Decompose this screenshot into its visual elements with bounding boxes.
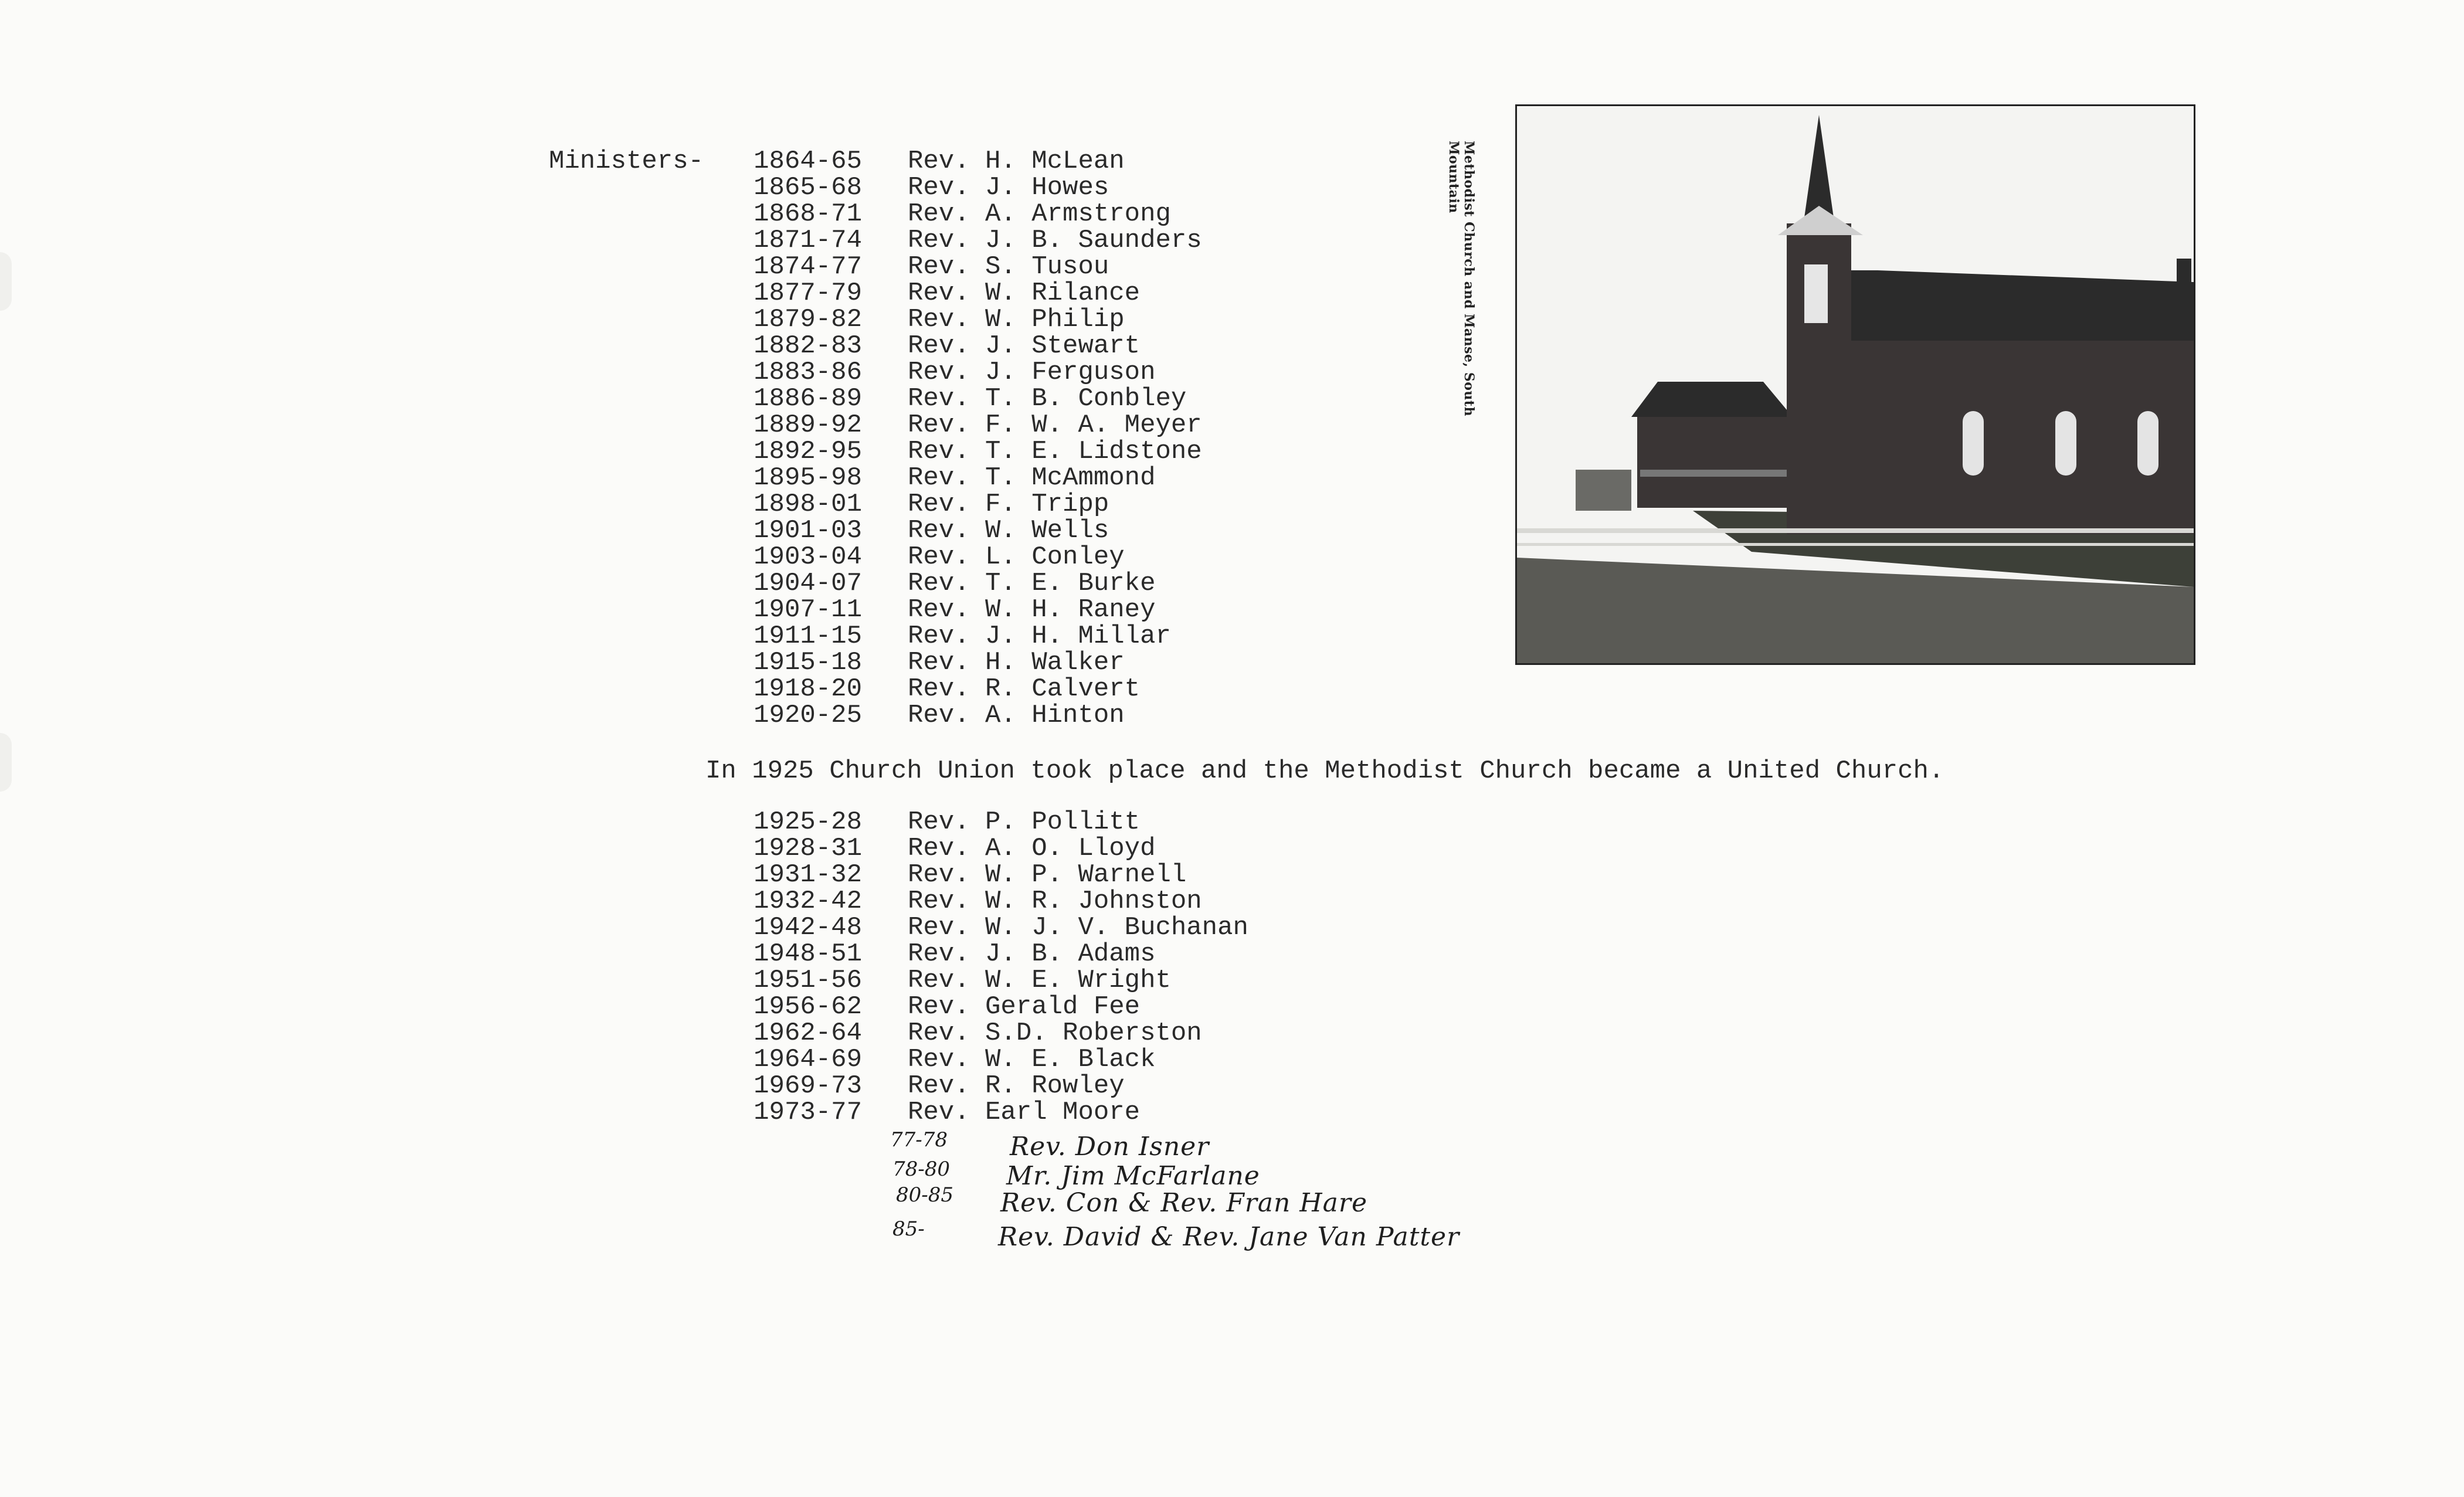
minister-name: Rev. F. Tripp: [908, 490, 1109, 519]
minister-years: 1879-82: [754, 305, 862, 334]
fence-rail: [1517, 543, 2194, 546]
minister-years: 1901-03: [754, 516, 862, 545]
minister-name: Rev. W. E. Wright: [908, 966, 1171, 995]
minister-name: Rev. W. E. Black: [908, 1045, 1156, 1074]
minister-years: 1918-20: [754, 674, 862, 704]
minister-name: Rev. W. Rilance: [908, 279, 1141, 308]
binder-hole: [0, 733, 12, 792]
minister-row: [704, 1099, 1248, 1126]
minister-name: Rev. T. B. Conbley: [908, 384, 1187, 413]
belfry-louvre: [1804, 264, 1828, 323]
minister-row: [704, 597, 1202, 623]
minister-row: [704, 228, 1202, 254]
minister-row: [704, 518, 1202, 544]
minister-years: 1865-68: [754, 173, 862, 202]
minister-years: 1892-95: [754, 437, 862, 466]
minister-row: [704, 307, 1202, 333]
minister-name: Rev. R. Rowley: [908, 1071, 1125, 1101]
minister-row: [704, 862, 1248, 888]
minister-name: Rev. H. Walker: [908, 648, 1125, 677]
church-window: [2137, 411, 2158, 476]
minister-name: Rev. W. H. Raney: [908, 595, 1156, 624]
minister-name: Rev. W. J. V. Buchanan: [908, 913, 1248, 942]
minister-years: 1969-73: [754, 1071, 862, 1101]
minister-name: Rev. W. Wells: [908, 516, 1109, 545]
minister-years: 1874-77: [754, 252, 862, 281]
minister-name: Rev. J. Howes: [908, 173, 1109, 202]
minister-name: Rev. H. McLean: [908, 147, 1125, 176]
binder-hole: [0, 252, 12, 311]
minister-row: [704, 915, 1248, 941]
church-photo-image: [1517, 106, 2194, 663]
minister-row: [704, 544, 1202, 571]
minister-years: 1889-92: [754, 410, 862, 440]
fence-rail: [1517, 528, 2194, 533]
minister-name: Rev. R. Calvert: [908, 674, 1141, 704]
minister-years: 1931-32: [754, 860, 862, 890]
minister-name: Rev. T. E. Burke: [908, 569, 1156, 598]
minister-row: [704, 1020, 1248, 1047]
handwritten-name: Rev. Don Isner: [1010, 1132, 1210, 1162]
minister-name: Rev. P. Pollitt: [908, 807, 1141, 837]
minister-name: Rev. W. P. Warnell: [908, 860, 1187, 890]
minister-name: Rev. J. Stewart: [908, 331, 1141, 361]
minister-name: Rev. T. McAmmond: [908, 463, 1156, 493]
minister-name: Rev. Gerald Fee: [908, 992, 1141, 1021]
minister-row: [704, 386, 1202, 412]
minister-row: [704, 968, 1248, 994]
church-window: [1963, 411, 1984, 476]
minister-years: 1864-65: [754, 147, 862, 176]
minister-row: [704, 650, 1202, 676]
minister-name: Rev. Earl Moore: [908, 1098, 1141, 1127]
minister-years: 1883-86: [754, 358, 862, 387]
distant-house: [1576, 470, 1631, 511]
minister-years: 1925-28: [754, 807, 862, 837]
minister-years: 1928-31: [754, 834, 862, 863]
minister-years: 1882-83: [754, 331, 862, 361]
minister-years: 1956-62: [754, 992, 862, 1021]
minister-row: [704, 994, 1248, 1020]
minister-row: [704, 702, 1202, 729]
minister-years: 1962-64: [754, 1019, 862, 1048]
minister-row: [704, 439, 1202, 465]
minister-name: Rev. J. H. Millar: [908, 622, 1171, 651]
manse-house: [1637, 414, 1787, 508]
minister-years: 1886-89: [754, 384, 862, 413]
minister-row: [704, 1047, 1248, 1073]
church-photo: [1515, 104, 2195, 665]
photo-caption: Methodist Church and Manse, South Mountain: [1446, 141, 1477, 417]
handwritten-name: Rev. Con & Rev. Fran Hare: [1000, 1188, 1367, 1218]
minister-row: [704, 359, 1202, 386]
minister-row: [704, 836, 1248, 862]
minister-row: [704, 676, 1202, 702]
minister-years: 1920-25: [754, 701, 862, 730]
minister-row: [704, 623, 1202, 650]
church-roof: [1851, 270, 2194, 352]
minister-row: [704, 280, 1202, 307]
minister-years: 1973-77: [754, 1098, 862, 1127]
minister-row: [704, 1073, 1248, 1099]
minister-name: Rev. A. Hinton: [908, 701, 1125, 730]
minister-name: Rev. L. Conley: [908, 542, 1125, 572]
ministers-list-united: [704, 809, 1248, 1126]
minister-years: 1932-42: [754, 887, 862, 916]
minister-name: Rev. W. Philip: [908, 305, 1125, 334]
minister-row: [704, 175, 1202, 201]
union-statement: In 1925 Church Union took place and the Methodist Church became a United Church.: [705, 756, 1944, 786]
minister-row: [704, 201, 1202, 228]
minister-row: [704, 809, 1248, 836]
manse-porch: [1640, 470, 1787, 477]
minister-years: 1915-18: [754, 648, 862, 677]
handwritten-name: Mr. Jim McFarlane: [1006, 1161, 1260, 1191]
minister-name: Rev. T. E. Lidstone: [908, 437, 1202, 466]
minister-name: Rev. A. Armstrong: [908, 199, 1171, 229]
minister-name: Rev. J. B. Saunders: [908, 226, 1202, 255]
minister-row: [704, 254, 1202, 280]
minister-years: 1907-11: [754, 595, 862, 624]
minister-years: 1871-74: [754, 226, 862, 255]
church-window: [2055, 411, 2076, 476]
minister-years: 1895-98: [754, 463, 862, 493]
handwritten-years: 77-78: [890, 1128, 948, 1152]
minister-row: [704, 333, 1202, 359]
minister-years: 1868-71: [754, 199, 862, 229]
minister-years: 1898-01: [754, 490, 862, 519]
minister-row: [704, 412, 1202, 439]
minister-row: [704, 888, 1248, 915]
minister-years: 1964-69: [754, 1045, 862, 1074]
minister-row: [704, 465, 1202, 491]
minister-row: [704, 148, 1202, 175]
handwritten-years: 80-85: [896, 1183, 954, 1207]
minister-years: 1911-15: [754, 622, 862, 651]
minister-name: Rev. S.D. Roberston: [908, 1019, 1202, 1048]
handwritten-years: 78-80: [892, 1157, 951, 1181]
minister-years: 1877-79: [754, 279, 862, 308]
handwritten-years: 85-: [892, 1217, 925, 1241]
minister-name: Rev. A. O. Lloyd: [908, 834, 1156, 863]
minister-years: 1903-04: [754, 542, 862, 572]
minister-years: 1948-51: [754, 939, 862, 969]
handwritten-name: Rev. David & Rev. Jane Van Patter: [998, 1222, 1460, 1252]
minister-name: Rev. W. R. Johnston: [908, 887, 1202, 916]
minister-row: [704, 571, 1202, 597]
minister-name: Rev. F. W. A. Meyer: [908, 410, 1202, 440]
minister-name: Rev. S. Tusou: [908, 252, 1109, 281]
ministers-heading: Ministers-: [548, 147, 704, 176]
minister-name: Rev. J. Ferguson: [908, 358, 1156, 387]
minister-row: [704, 491, 1202, 518]
minister-years: 1904-07: [754, 569, 862, 598]
minister-years: 1942-48: [754, 913, 862, 942]
minister-years: 1951-56: [754, 966, 862, 995]
minister-row: [704, 941, 1248, 968]
chimney: [2177, 259, 2191, 300]
minister-name: Rev. J. B. Adams: [908, 939, 1156, 969]
ministers-list-methodist: [704, 148, 1202, 729]
